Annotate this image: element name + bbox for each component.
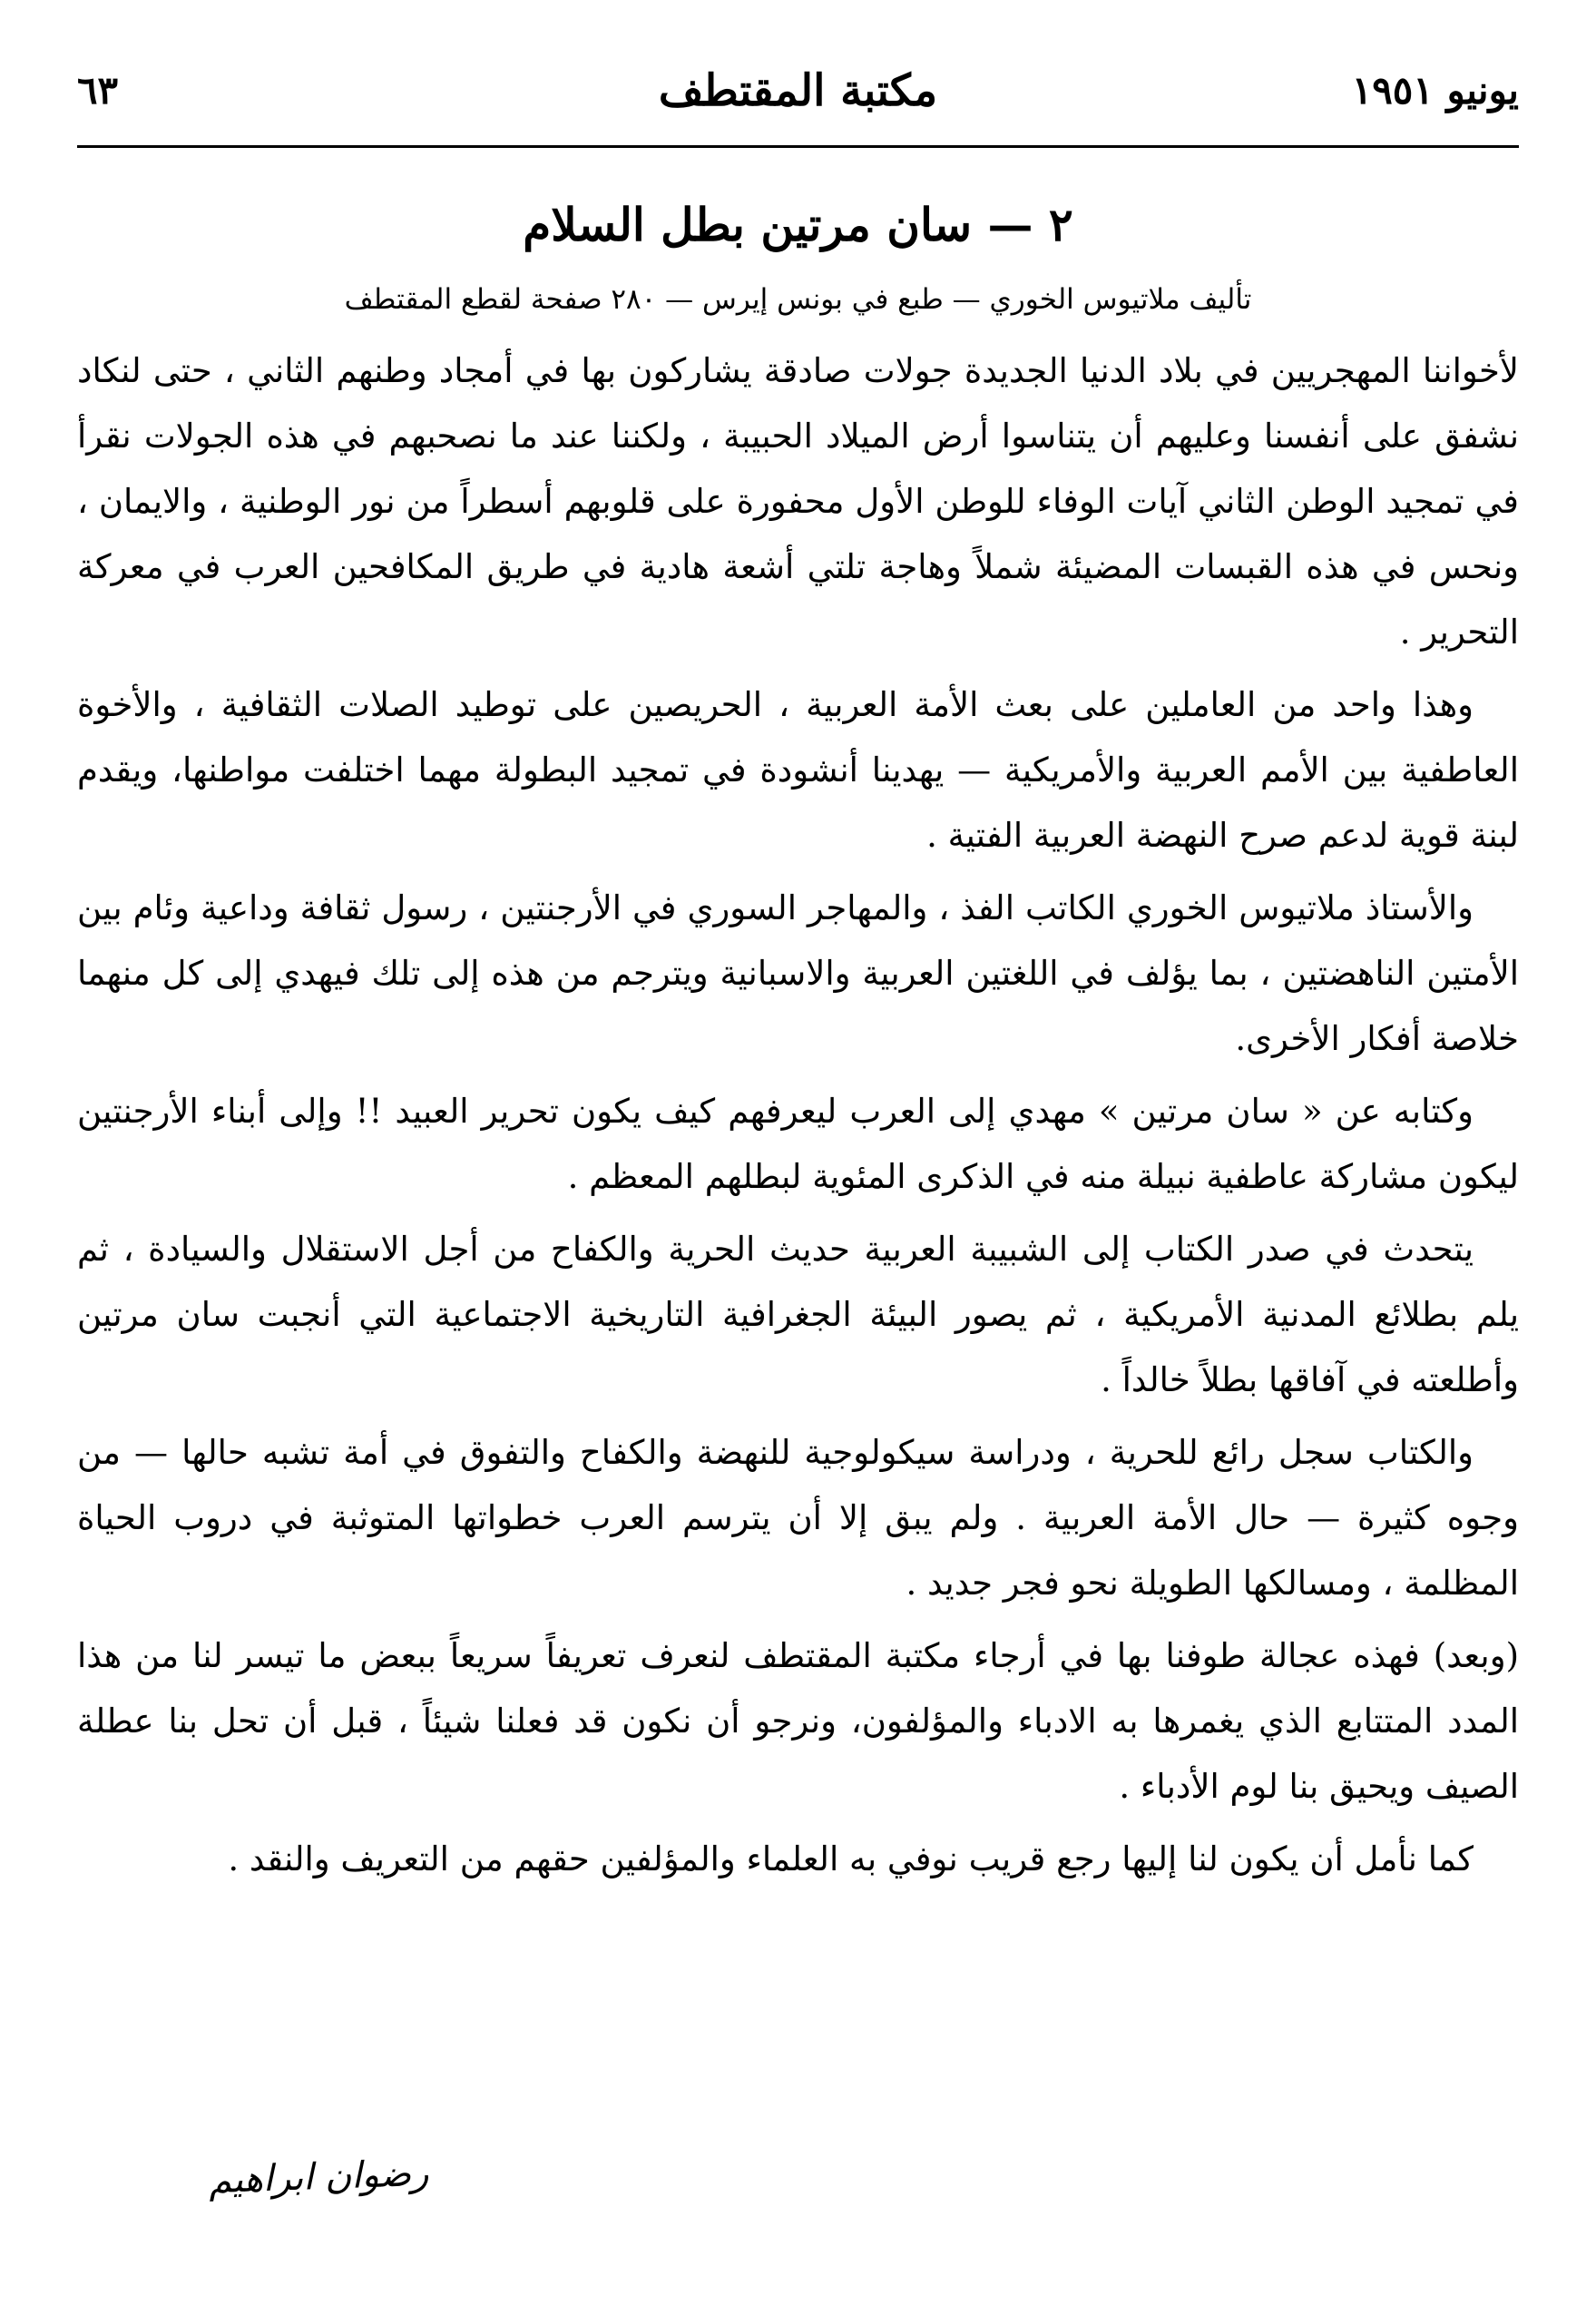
section-title: ٢ — سان مرتين بطل السلام: [523, 198, 1073, 251]
page-number: ٦٣: [77, 68, 119, 113]
paragraph-2: وهذا واحد من العاملين على بعث الأمة العربية ، الحريصين على توطيد الصلات الثقافية ، والأخوة العاطفية بين الأمم العربية والأمريكية — يهدينا أنشودة في تمجيد البطولة مهما اختلفت مواطنها، ويقدم لبنة قوية لدعم صرح النهضة العربية الفتية .: [77, 685, 1519, 855]
paragraph-7: (وبعد) فهذه عجالة طوفنا بها في أرجاء مكتبة المقتطف لنعرف تعريفاً سريعاً ببعض ما تيسر لنا من هذا المدد المتتابع الذي يغمرها به الادباء والمؤلفون، ونرجو أن نكون قد فعلنا شيئاً ، قبل أن تحل بنا عطلة الصيف ويحيق بنا لوم الأدباء .: [77, 1636, 1519, 1806]
paragraph-1: لأخواننا المهجريين في بلاد الدنيا الجديدة جولات صادقة يشاركون بها في أمجاد وطنهم الثاني ، حتى لنكاد نشفق على أنفسنا وعليهم أن يتناسوا أرض الميلاد الحبيبة ، ولكننا عند ما نصحبهم في هذه الجولات نقرأ في تمجيد الوطن الثاني آيات الوفاء للوطن الأول محفورة على قلوبهم أسطراً من نور الوطنية ، والايمان ، ونحس في هذه القبسات المضيئة شملاً وهاجة تلتي أشعة هادية في طريق المكافحين العرب في معركة التحرير .: [77, 351, 1519, 652]
author-signature: رضوان ابراهيم: [208, 2152, 430, 2202]
paragraph-8: كما نأمل أن يكون لنا إليها رجع قريب نوفي به العلماء والمؤلفين حقهم من التعريف والنقد .: [228, 1839, 1474, 1878]
paragraph-6: والكتاب سجل رائع للحرية ، ودراسة سيكولوجية للنهضة والكفاح والتفوق في أمة تشبه حالها — من وجوه كثيرة — حال الأمة العربية . ولم يبق إلا أن يترسم العرب خطواتها المتوثبة في دروب الحياة المظلمة ، ومسالكها الطويلة نحو فجر جديد .: [77, 1433, 1519, 1603]
header-date: يونيو ١٩٥١: [1351, 68, 1519, 113]
paragraph-3: والأستاذ ملاتيوس الخوري الكاتب الفذ ، والمهاجر السوري في الأرجنتين ، رسول ثقافة وداعية وئام بين الأمتين الناهضتين ، بما يؤلف في اللغتين العربية والاسبانية ويترجم من هذه إلى تلك فيهدي إلى كل منهما خلاصة أفكار الأخرى.: [77, 888, 1519, 1058]
header-journal-title: مكتبة المقتطف: [658, 65, 938, 116]
running-head: [77, 54, 1519, 127]
header-divider: [77, 145, 1519, 148]
book-byline: تأليف ملاتيوس الخوري — طبع في بونس إيرس — ٢٨٠ صفحة لقطع المقتطف: [344, 283, 1252, 316]
paragraph-4: وكتابه عن « سان مرتين » مهدي إلى العرب ليعرفهم كيف يكون تحرير العبيد !! وإلى أبناء الأرجنتين ليكون مشاركة عاطفية نبيلة منه في الذكرى المئوية لبطلهم المعظم .: [77, 1092, 1519, 1196]
paragraph-5: يتحدث في صدر الكتاب إلى الشبيبة العربية حديث الحرية والكفاح من أجل الاستقلال والسيادة ، ثم يلم بطلائع المدنية الأمريكية ، ثم يصور البيئة الجغرافية التاريخية الاجتماعية التي أنجبت سان مرتين وأطلعته في آفاقها بطلاً خالداً .: [77, 1230, 1519, 1399]
